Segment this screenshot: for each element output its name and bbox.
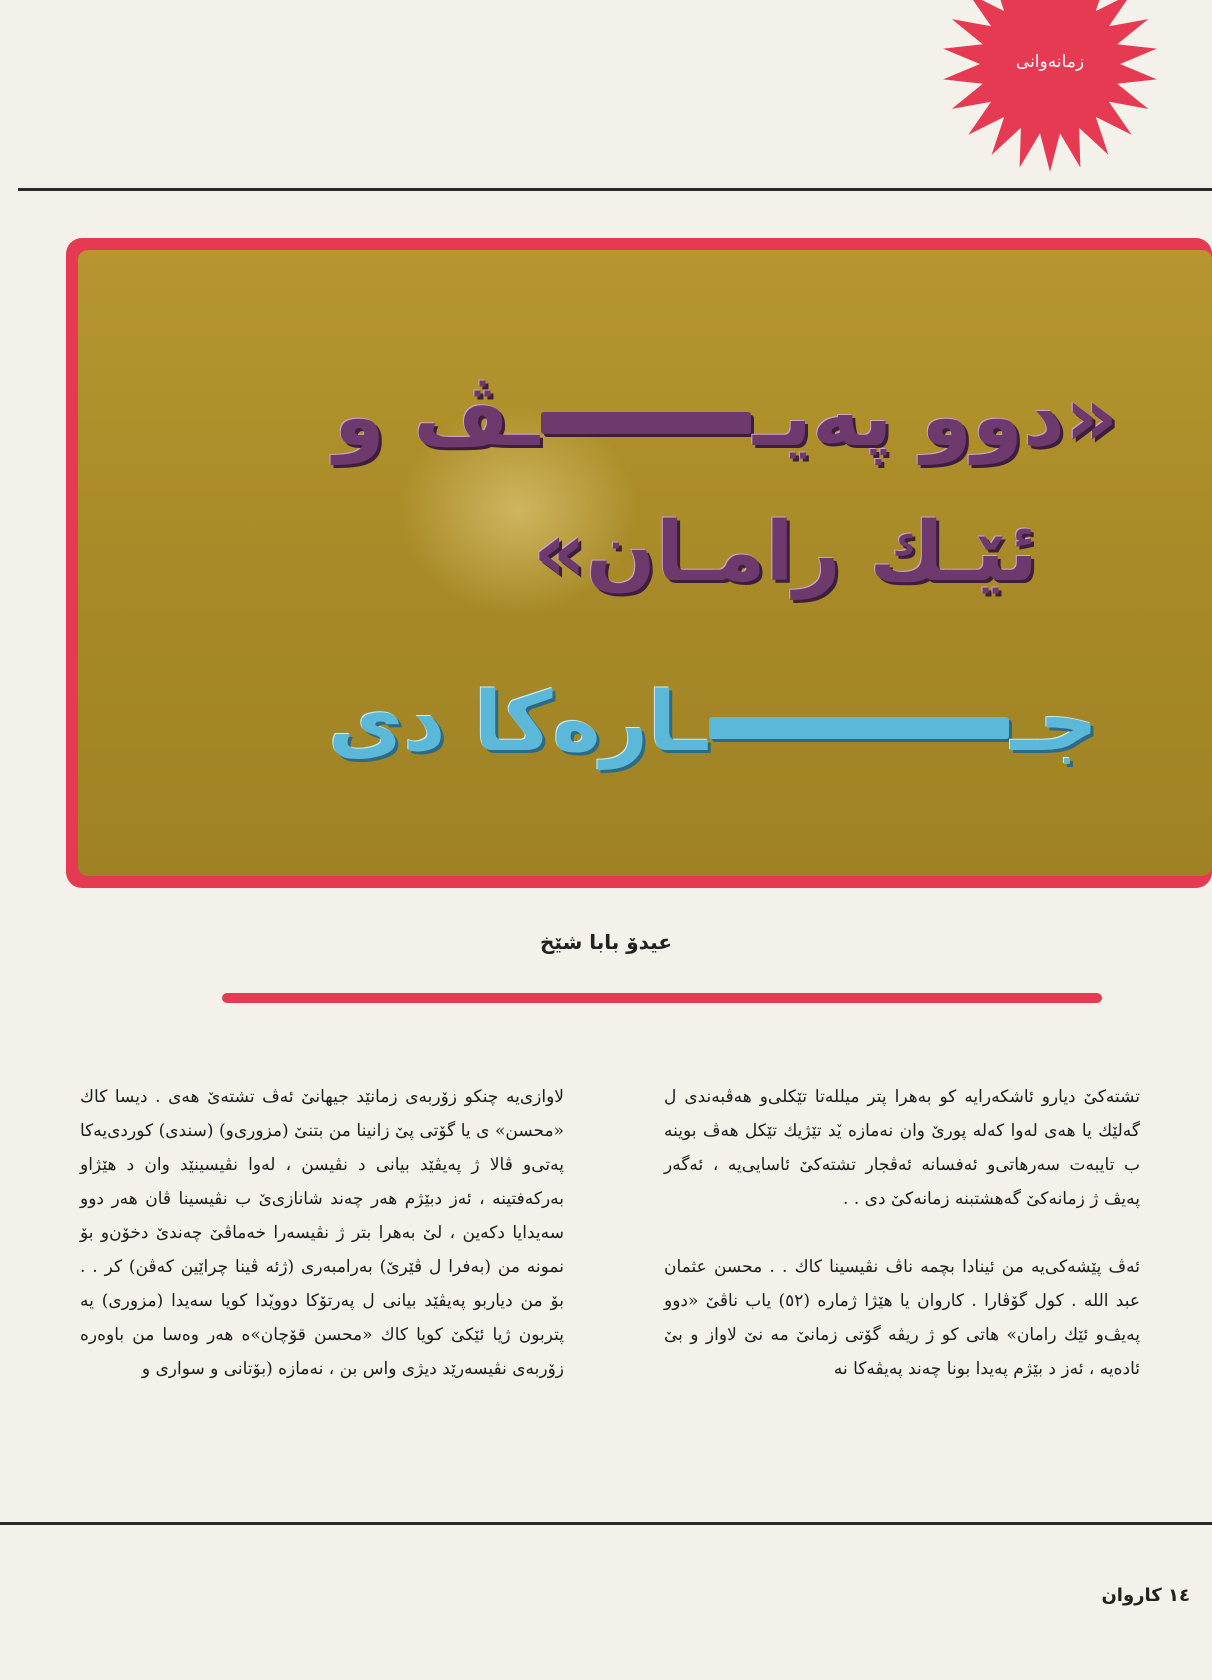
section-badge [940,0,1160,180]
article-column-left [80,1080,564,1386]
top-divider [18,188,1212,191]
title-line-1-start: «دوو په‌یـ [753,370,1118,465]
page-footer: ١٤ کاروان [1101,1585,1190,1606]
paragraph: تشته‌کیٚ دیارو ئاشکه‌رایه کو به‌هرا پتر میلله‌تا تێکلی‌و هه‌ڤبه‌ندی ل گه‌لێك یا هه‌ی له‌وا که‌له پوریٚ وان نه‌مازه یٚد تێژیك تێکل هه‌ڤ بوینه ب تایبه‌ت سه‌رهاتی‌و ئه‌فسانه ئه‌ڤجار تشته‌کیٚ ئاسایی‌یه ، ئه‌گه‌ر په‌یڤ ژ زمانه‌کیٚ گه‌هشتبنه زمانه‌کیٚ دی . . [664,1087,1140,1209]
title-banner [78,250,1212,876]
title-kashida [709,717,1009,739]
article-column-right [664,1080,1140,1386]
paragraph: لاوازی‌یه چنکو زۆربه‌ی زمانێد جیهانیٚ ئه‌ڤ تشته‌یٚ هه‌ی . دیسا کاك «محسن» ی یا گۆتی پیٚ زانینا من بتنیٚ (مزوری‌و) (سندی) کوردی‌یه‌کا په‌تی‌و ڤالا ژ په‌یڤێد بیانی د نڤیسن ، له‌وا نڤیسینێد وان د هێژاو به‌رکه‌فتینه ، ئه‌ز دبێژم هه‌ر چه‌ند شانازی‌یٚ ب نڤیسینا ڤان هه‌ر دوو سه‌یدایا دکه‌ین ، لیٚ به‌هرا بتر ژ نڤیسه‌را خه‌ماڤیٚ چه‌ندیٚ دخۆن‌و بۆ نمونه من (به‌فرا ل ڤێریٚ) به‌رامبه‌ری (ژئه ڤینا چراێین که‌ڤن) کر . . بۆ من دیاربو په‌یڤێد بیانی ل په‌رتۆکا دوویٚدا کویا سه‌یدا (مزوری) یه پتربون ژیا ئێکیٚ کویا کاك «محسن قۆچان»ه هه‌ر وه‌سا من باوه‌ره زۆربه‌ی نڤیسه‌رێد دیژی واس بن ، نه‌مازه (بۆتانی و سواری و [80,1087,564,1379]
title-line-1 [198,370,1118,465]
title-line-2: ئێـك رامـان» [532,505,1038,600]
title-line-3-end: ـاره‌کا دی [328,675,707,770]
paragraph: ئه‌ڤ پێشه‌کی‌یه من ئینادا بچمه ناڤ نڤیسینا کاك . . محسن عثمان عبد الله . کول گۆڤارا . کاروان یا هێژا ژماره (٥٢) یاب ناڤیٚ «دوو په‌یڤ‌و ئێك رامان» هاتی کو ژ ریڤه گۆتی زمانیٚ مه نێ لاواز و بیٚ ئاده‌یه ، ئه‌ز د بێژم په‌یدا بونا چه‌ند په‌یڤه‌کا نه [664,1257,1141,1379]
title-kashida [541,412,751,434]
section-label: زمانه‌وانی [1015,52,1085,72]
title-line-3 [258,675,1098,770]
title-line-3-start: جـ [1010,675,1098,770]
author-divider [222,993,1102,1003]
starburst-icon [940,0,1160,180]
title-line-1-end: ـڤ و [333,370,540,465]
bottom-divider [0,1522,1212,1525]
author-byline: عیدۆ بابا شێخ [539,930,673,954]
